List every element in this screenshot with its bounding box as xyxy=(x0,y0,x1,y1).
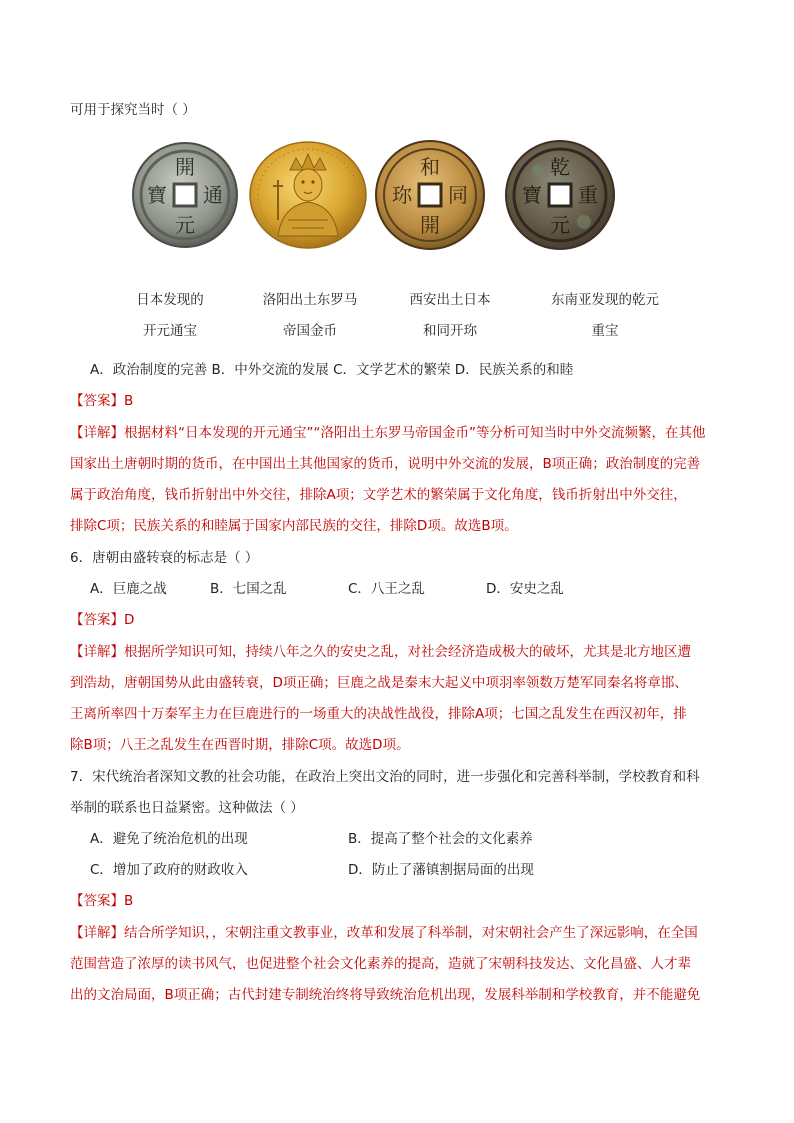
q7-answer xyxy=(70,891,133,911)
q5-answer xyxy=(70,391,133,411)
q5-detail-line-2: 国家出土唐朝时期的货币，在中国出土其他国家的货币，说明中外交流的发展，B项正确；政治制度的完善 xyxy=(70,456,701,472)
coin-images xyxy=(120,140,680,250)
q7-stem-line-2: 举制的联系也日益紧密。这种做法（ ） xyxy=(70,800,304,816)
q5-detail-line-1: 【详解】根据材料“日本发现的开元通宝”“洛阳出土东罗马帝国金币”等分析可知当时中外交流频繁，在其他 xyxy=(70,425,706,441)
coin3-left-char: 珎 xyxy=(392,183,412,207)
q7-detail-line-1: 【详解】结合所学知识，，宋朝注重文教事业，改革和发展了科举制，对宋朝社会产生了深远影响，在全国 xyxy=(70,925,698,941)
coin1-right-char: 通 xyxy=(203,183,223,207)
caption-1-line2: 开元通宝 xyxy=(143,323,197,339)
q6-answer xyxy=(70,610,134,630)
coin4-left-char: 寶 xyxy=(522,183,542,207)
q6-detail-line-4: 除B项；八王之乱发生在西晋时期，排除C项。故选D项。 xyxy=(70,737,410,753)
q7-stem-line-1: 7．宋代统治者深知文教的社会功能，在政治上突出文治的同时，进一步强化和完善科举制，学校教育和科 xyxy=(70,769,700,785)
qianyuan-zhongbao-coin-image xyxy=(500,140,620,250)
q6-option-c: C．八王之乱 xyxy=(348,581,425,597)
caption-2-line2: 帝国金币 xyxy=(283,323,337,339)
caption-4-line2: 重宝 xyxy=(591,323,619,339)
coin1-left-char: 寶 xyxy=(147,183,167,207)
q6-detail-line-2: 到浩劫，唐朝国势从此由盛转衰，D项正确；巨鹿之战是秦末大起义中项羽率领数万楚军同秦名将章邯、 xyxy=(70,675,688,691)
caption-2-line1: 洛阳出土东罗马 xyxy=(262,292,358,308)
wado-kaichin-coin-image xyxy=(370,140,490,250)
answer-label: 【答案】 xyxy=(70,893,124,909)
detail-label: 【详解】 xyxy=(70,925,124,941)
coin4-top-char: 乾 xyxy=(550,155,570,179)
answer-value: D xyxy=(124,612,135,628)
coin3-right-char: 同 xyxy=(448,183,468,207)
answer-value: B xyxy=(124,893,134,909)
detail-label: 【详解】 xyxy=(70,644,124,660)
detail-label: 【详解】 xyxy=(70,425,124,441)
q7-option-a: A．避免了统治危机的出现 xyxy=(90,831,248,847)
q5-options: A．政治制度的完善 B．中外交流的发展 C．文学艺术的繁荣 D．民族关系的和睦 xyxy=(90,362,574,378)
coin1-top-char: 開 xyxy=(175,155,195,179)
q7-option-d: D．防止了藩镇割据局面的出现 xyxy=(348,862,534,878)
coin1-bottom-char: 元 xyxy=(175,213,195,237)
caption-4-line1: 东南亚发现的乾元 xyxy=(551,292,659,308)
q6-option-a: A．巨鹿之战 xyxy=(90,581,167,597)
q6-detail-line-1: 【详解】根据所学知识可知，持续八年之久的安史之乱，对社会经济造成极大的破坏，尤其是北方地区遭 xyxy=(70,644,691,660)
q6-option-d: D．安史之乱 xyxy=(486,581,564,597)
q6-stem: 6．唐朝由盛转衰的标志是（ ） xyxy=(70,550,259,566)
q5-detail-line-3: 属于政治角度，钱币折射出中外交往，排除A项；文学艺术的繁荣属于文化角度，钱币折射出中外交往， xyxy=(70,487,687,503)
caption-3-line2: 和同开珎 xyxy=(423,323,477,339)
q7-detail-line-2: 范围营造了浓厚的读书风气，也促进整个社会文化素养的提高，造就了宋朝科技发达、文化昌盛、人才辈 xyxy=(70,956,691,972)
answer-label: 【答案】 xyxy=(70,612,124,628)
q7-detail-line-3: 出的文治局面，B项正确；古代封建专制统治终将导致统治危机出现，发展科举制和学校教育，并不能避免 xyxy=(70,987,701,1003)
answer-value: B xyxy=(124,393,134,409)
q7-option-c: C．增加了政府的财政收入 xyxy=(90,862,248,878)
caption-1-line1: 日本发现的 xyxy=(136,292,204,308)
coin4-right-char: 重 xyxy=(578,183,598,207)
coin3-bottom-char: 開 xyxy=(420,213,440,237)
q6-option-b: B．七国之乱 xyxy=(210,581,287,597)
q5-detail-line-4: 排除C项；民族关系的和睦属于国家内部民族的交往，排除D项。故选B项。 xyxy=(70,518,518,534)
coin4-bottom-char: 元 xyxy=(550,213,570,237)
kaiyuan-tongbao-coin-image xyxy=(125,140,245,250)
caption-3-line1: 西安出土日本 xyxy=(409,292,491,308)
q7-option-b: B．提高了整个社会的文化素养 xyxy=(348,831,533,847)
q6-detail-line-3: 王离所率四十万秦军主力在巨鹿进行的一场重大的决战性战役，排除A项；七国之乱发生在西汉初年，排 xyxy=(70,706,687,722)
q5-stem: 可用于探究当时（ ） xyxy=(70,102,196,118)
byzantine-gold-coin-image xyxy=(248,140,368,250)
coin3-top-char: 和 xyxy=(420,155,440,179)
answer-label: 【答案】 xyxy=(70,393,124,409)
